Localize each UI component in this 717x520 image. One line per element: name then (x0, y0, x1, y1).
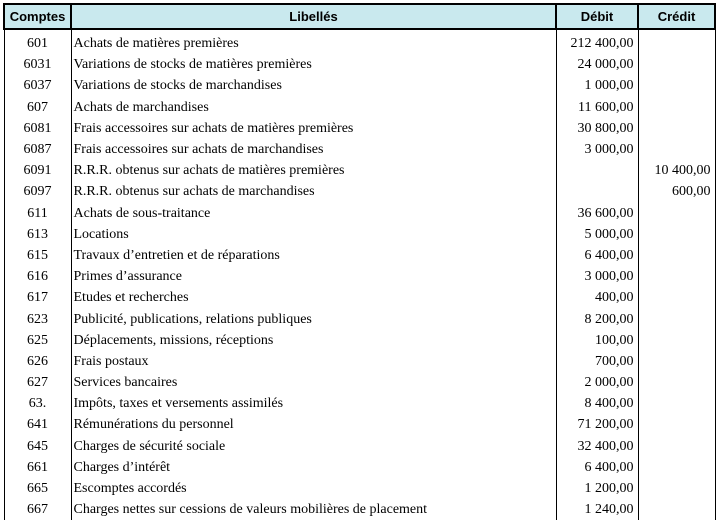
account-label: Achats de matières premières (71, 29, 556, 54)
debit-amount: 30 800,00 (556, 118, 638, 139)
account-number: 667 (4, 499, 71, 520)
table-row (4, 245, 715, 266)
account-label: Primes d’assurance (71, 266, 556, 287)
account-label: Achats de sous-traitance (71, 203, 556, 224)
account-number: 607 (4, 97, 71, 118)
credit-amount (638, 97, 715, 118)
table-row (4, 181, 715, 202)
debit-amount: 24 000,00 (556, 54, 638, 75)
table-row (4, 29, 715, 54)
debit-amount: 8 400,00 (556, 393, 638, 414)
table-row (4, 160, 715, 181)
credit-amount (638, 372, 715, 393)
account-number: 623 (4, 308, 71, 329)
account-number: 625 (4, 330, 71, 351)
account-number: 641 (4, 414, 71, 435)
account-number: 6031 (4, 54, 71, 75)
credit-amount (638, 118, 715, 139)
account-label: Services bancaires (71, 372, 556, 393)
account-number: 6087 (4, 139, 71, 160)
debit-amount: 700,00 (556, 351, 638, 372)
debit-amount: 100,00 (556, 330, 638, 351)
account-label: Rémunérations du personnel (71, 414, 556, 435)
credit-amount (638, 393, 715, 414)
account-label: Frais postaux (71, 351, 556, 372)
debit-amount: 32 400,00 (556, 436, 638, 457)
account-number: 611 (4, 203, 71, 224)
debit-amount: 1 000,00 (556, 75, 638, 96)
debit-amount (556, 160, 638, 181)
account-number: 613 (4, 224, 71, 245)
table-row (4, 499, 715, 520)
table-row (4, 414, 715, 435)
account-label: Charges de sécurité sociale (71, 436, 556, 457)
credit-amount (638, 245, 715, 266)
account-number: 626 (4, 351, 71, 372)
account-label: Etudes et recherches (71, 287, 556, 308)
credit-amount (638, 54, 715, 75)
credit-amount (638, 330, 715, 351)
account-label: Déplacements, missions, réceptions (71, 330, 556, 351)
ledger-body (4, 29, 715, 520)
header-row (4, 4, 715, 29)
debit-amount: 2 000,00 (556, 372, 638, 393)
account-number: 6091 (4, 160, 71, 181)
account-label: R.R.R. obtenus sur achats de matières premières (71, 160, 556, 181)
account-number: 665 (4, 478, 71, 499)
account-number: 661 (4, 457, 71, 478)
account-label: Variations de stocks de matières premières (71, 54, 556, 75)
credit-amount (638, 139, 715, 160)
ledger-table (3, 3, 716, 520)
account-number: 615 (4, 245, 71, 266)
credit-amount: 10 400,00 (638, 160, 715, 181)
debit-amount: 3 000,00 (556, 266, 638, 287)
account-label: Escomptes accordés (71, 478, 556, 499)
account-label: Variations de stocks de marchandises (71, 75, 556, 96)
credit-amount (638, 499, 715, 520)
account-number: 63. (4, 393, 71, 414)
table-row (4, 393, 715, 414)
header-compte: Comptes (4, 4, 71, 29)
account-label: R.R.R. obtenus sur achats de marchandises (71, 181, 556, 202)
table-row (4, 351, 715, 372)
account-number: 6097 (4, 181, 71, 202)
debit-amount: 36 600,00 (556, 203, 638, 224)
debit-amount: 1 240,00 (556, 499, 638, 520)
credit-amount (638, 203, 715, 224)
credit-amount (638, 414, 715, 435)
debit-amount: 3 000,00 (556, 139, 638, 160)
account-number: 627 (4, 372, 71, 393)
credit-amount (638, 457, 715, 478)
table-row (4, 308, 715, 329)
account-label: Publicité, publications, relations publiques (71, 308, 556, 329)
table-row (4, 330, 715, 351)
header-debit: Débit (556, 4, 638, 29)
debit-amount: 11 600,00 (556, 97, 638, 118)
credit-amount (638, 224, 715, 245)
table-row (4, 436, 715, 457)
credit-amount (638, 351, 715, 372)
account-label: Impôts, taxes et versements assimilés (71, 393, 556, 414)
account-label: Frais accessoires sur achats de matières premières (71, 118, 556, 139)
account-label: Locations (71, 224, 556, 245)
credit-amount (638, 287, 715, 308)
account-number: 601 (4, 29, 71, 54)
table-row (4, 224, 715, 245)
account-number: 6037 (4, 75, 71, 96)
debit-amount (556, 181, 638, 202)
header-credit: Crédit (638, 4, 715, 29)
credit-amount: 600,00 (638, 181, 715, 202)
account-number: 617 (4, 287, 71, 308)
debit-amount: 71 200,00 (556, 414, 638, 435)
table-row (4, 287, 715, 308)
table-row (4, 118, 715, 139)
account-label: Travaux d’entretien et de réparations (71, 245, 556, 266)
credit-amount (638, 266, 715, 287)
account-number: 6081 (4, 118, 71, 139)
account-label: Frais accessoires sur achats de marchandises (71, 139, 556, 160)
credit-amount (638, 478, 715, 499)
credit-amount (638, 436, 715, 457)
header-libelle: Libellés (71, 4, 556, 29)
table-row (4, 139, 715, 160)
account-number: 616 (4, 266, 71, 287)
table-row (4, 457, 715, 478)
table-row (4, 203, 715, 224)
credit-amount (638, 308, 715, 329)
debit-amount: 400,00 (556, 287, 638, 308)
debit-amount: 1 200,00 (556, 478, 638, 499)
debit-amount: 8 200,00 (556, 308, 638, 329)
credit-amount (638, 29, 715, 54)
account-label: Achats de marchandises (71, 97, 556, 118)
table-row (4, 97, 715, 118)
debit-amount: 6 400,00 (556, 457, 638, 478)
table-row (4, 266, 715, 287)
table-row (4, 54, 715, 75)
debit-amount: 5 000,00 (556, 224, 638, 245)
table-row (4, 478, 715, 499)
account-label: Charges d’intérêt (71, 457, 556, 478)
debit-amount: 6 400,00 (556, 245, 638, 266)
table-row (4, 372, 715, 393)
credit-amount (638, 75, 715, 96)
table-row (4, 75, 715, 96)
account-number: 645 (4, 436, 71, 457)
account-label: Charges nettes sur cessions de valeurs mobilières de placement (71, 499, 556, 520)
debit-amount: 212 400,00 (556, 29, 638, 54)
